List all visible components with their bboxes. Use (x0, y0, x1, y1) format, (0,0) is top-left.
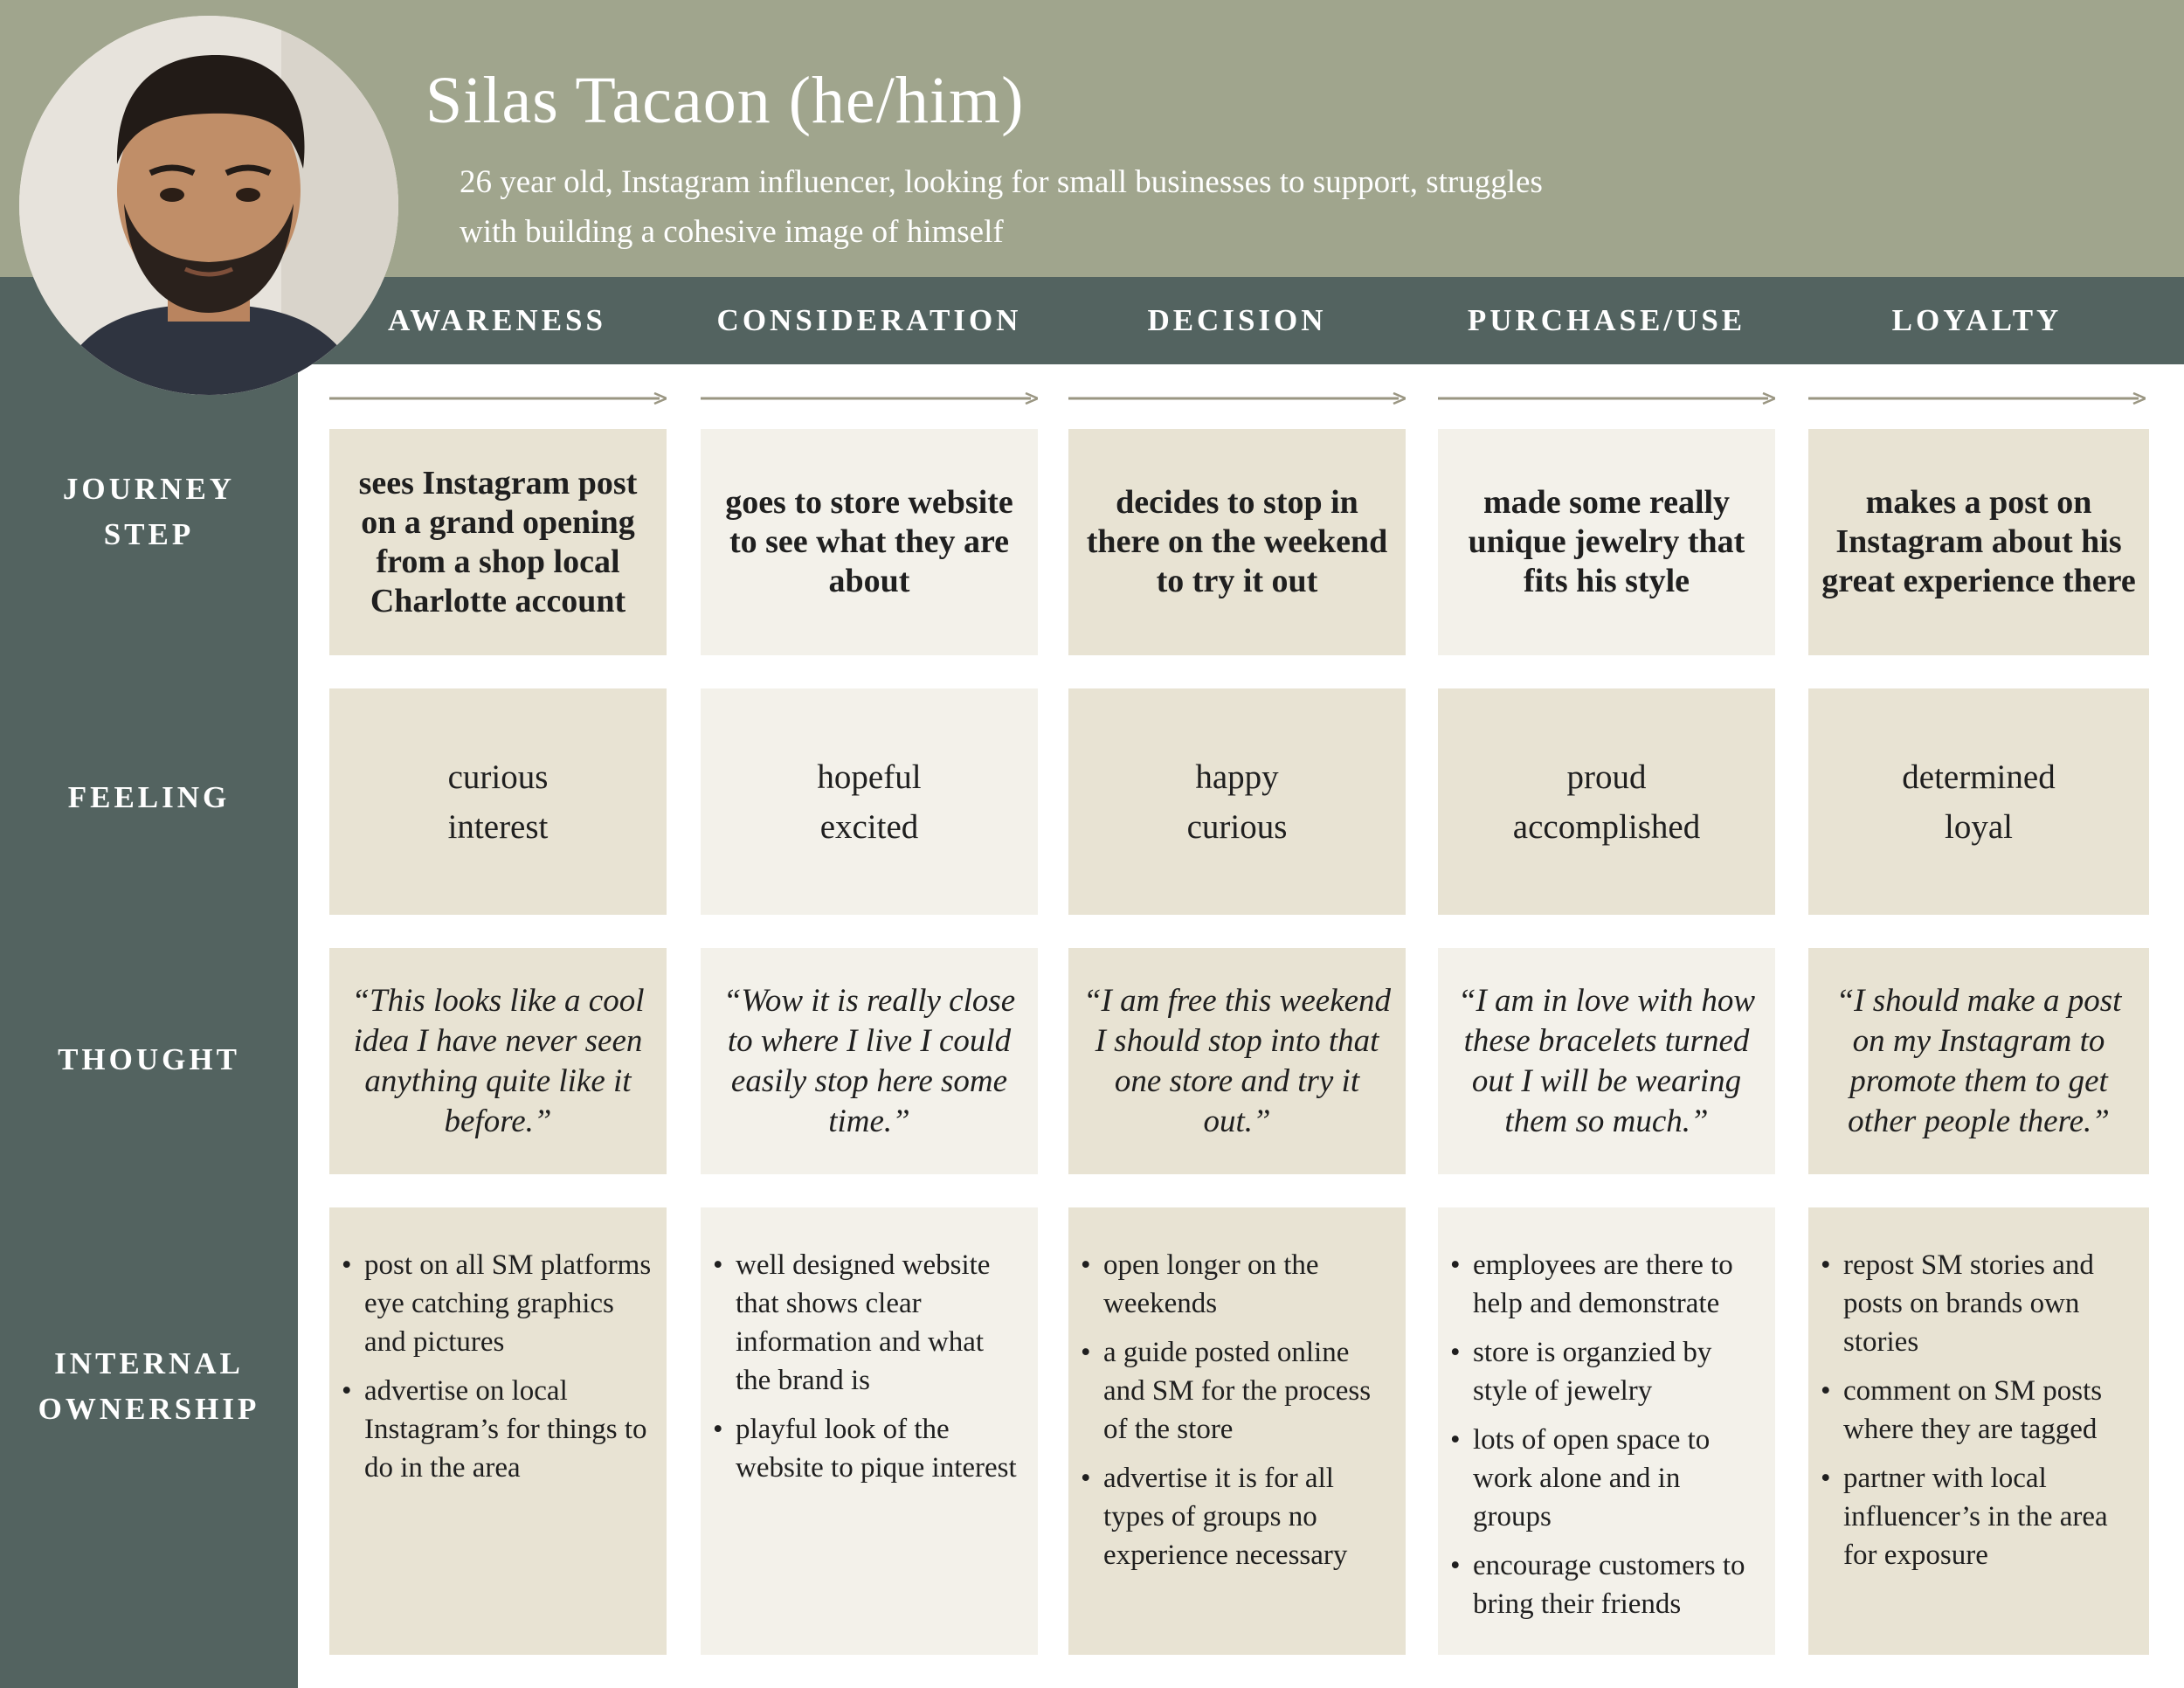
thought-card (1068, 948, 1406, 1174)
row-label-line: OWNERSHIP (38, 1392, 260, 1426)
ownership-card (1808, 1207, 2149, 1655)
row-label-internal-ownership (0, 1341, 298, 1432)
ownership-item: • open longer on the weekends (1103, 1246, 1393, 1323)
feeling-card (329, 688, 667, 915)
feeling-word: determined (1902, 758, 2056, 796)
thought-card (701, 948, 1038, 1174)
arrow-consideration (701, 392, 1038, 405)
feeling-card (1438, 688, 1775, 915)
ownership-card (1438, 1207, 1775, 1655)
persona-name: Silas Tacaon (he/him) (425, 64, 1025, 137)
thought-text: “Wow it is really close to where I live I could easily stop here some time.” (722, 982, 1016, 1139)
row-label-line: JOURNEY (62, 472, 236, 506)
ownership-item: • lots of open space to work alone and in groups (1473, 1421, 1763, 1536)
thought-text: “I should make a post on my Instagram to promote them to get other people there.” (1835, 982, 2122, 1139)
journey-step-text: made some really unique jewelry that fits his style (1468, 484, 1745, 599)
feeling-word: proud (1566, 758, 1647, 796)
feeling-text (448, 752, 549, 852)
ownership-list (1068, 1207, 1406, 1585)
ownership-item: • advertise on local Instagram’s for things to do in the area (364, 1372, 654, 1487)
feeling-word: loyal (1945, 807, 2013, 846)
feeling-card (1808, 688, 2149, 915)
journey-step-card (329, 429, 667, 655)
row-label-thought: THOUGHT (58, 1042, 240, 1076)
feeling-word: interest (447, 807, 549, 846)
feeling-word: accomplished (1512, 807, 1701, 846)
feeling-word: excited (819, 807, 919, 846)
ownership-item: • comment on SM posts where they are tagged (1843, 1372, 2137, 1449)
thought-card (1438, 948, 1775, 1174)
ownership-item: • store is organzied by style of jewelry (1473, 1333, 1763, 1410)
persona-avatar (19, 16, 398, 395)
stage-purchase-use: PURCHASE/USE (1467, 303, 1746, 337)
feeling-text (1513, 752, 1700, 852)
feeling-word: curious (1186, 807, 1288, 846)
thought-text: “I am in love with how these bracelets turned out I will be wearing them so much.” (1457, 982, 1756, 1139)
journey-step-card (1438, 429, 1775, 655)
row-label-feeling: FEELING (67, 780, 231, 814)
feeling-text (1187, 752, 1288, 852)
ownership-card (1068, 1207, 1406, 1655)
feeling-word: curious (447, 758, 549, 796)
feeling-card (701, 688, 1038, 915)
row-label-line: INTERNAL (54, 1346, 244, 1380)
arrow-awareness (329, 392, 667, 405)
ownership-list (329, 1207, 667, 1498)
journey-step-text: sees Instagram post on a grand opening from a shop local Charlotte account (358, 464, 638, 619)
journey-step-text: goes to store website to see what they are about (725, 484, 1013, 599)
stage-awareness: AWARENESS (388, 303, 606, 337)
ownership-card (701, 1207, 1038, 1655)
arrow-loyalty (1808, 392, 2146, 405)
arrow-decision (1068, 392, 1406, 405)
ownership-item: • advertise it is for all types of groups no experience necessary (1103, 1459, 1393, 1574)
journey-step-text: makes a post on Instagram about his great experience there (1821, 484, 2136, 599)
ownership-item: • a guide posted online and SM for the process of the store (1103, 1333, 1393, 1449)
journey-step-text: decides to stop in there on the weekend to try it out (1086, 484, 1388, 599)
row-label-journey-step (0, 467, 298, 557)
ownership-item: • employees are there to help and demonstrate (1473, 1246, 1763, 1323)
ownership-item: • partner with local influencer’s in the area for exposure (1843, 1459, 2137, 1574)
thought-card (329, 948, 667, 1174)
ownership-item: • playful look of the website to pique interest (736, 1410, 1026, 1487)
stage-loyalty: LOYALTY (1891, 303, 2063, 337)
ownership-list (701, 1207, 1038, 1498)
persona-description: 26 year old, Instagram influencer, looking for small businesses to support, struggles with building a cohesive image of himself (460, 164, 1543, 250)
ownership-item: • well designed website that shows clear information and what the brand is (736, 1246, 1026, 1400)
stage-consideration: CONSIDERATION (716, 303, 1022, 337)
feeling-card (1068, 688, 1406, 915)
stage-decision: DECISION (1147, 303, 1327, 337)
feeling-text (1902, 752, 2055, 852)
ownership-item: • encourage customers to bring their friends (1473, 1546, 1763, 1623)
journey-step-card (701, 429, 1038, 655)
thought-text: “I am free this weekend I should stop into that one store and try it out.” (1082, 982, 1392, 1139)
feeling-word: hopeful (817, 758, 922, 796)
journey-step-card (1808, 429, 2149, 655)
ownership-item: • post on all SM platforms eye catching graphics and pictures (364, 1246, 654, 1361)
journey-step-card (1068, 429, 1406, 655)
ownership-item: • repost SM stories and posts on brands own stories (1843, 1246, 2137, 1361)
thought-card (1808, 948, 2149, 1174)
row-label-line: STEP (103, 517, 195, 551)
ownership-list (1808, 1207, 2149, 1585)
feeling-word: happy (1195, 758, 1279, 796)
feeling-text (817, 752, 921, 852)
thought-text: “This looks like a cool idea I have never seen anything quite like it before.” (351, 982, 645, 1139)
ownership-list (1438, 1207, 1775, 1634)
ownership-card (329, 1207, 667, 1655)
portrait-image (19, 16, 398, 395)
arrow-purchase-use (1438, 392, 1775, 405)
